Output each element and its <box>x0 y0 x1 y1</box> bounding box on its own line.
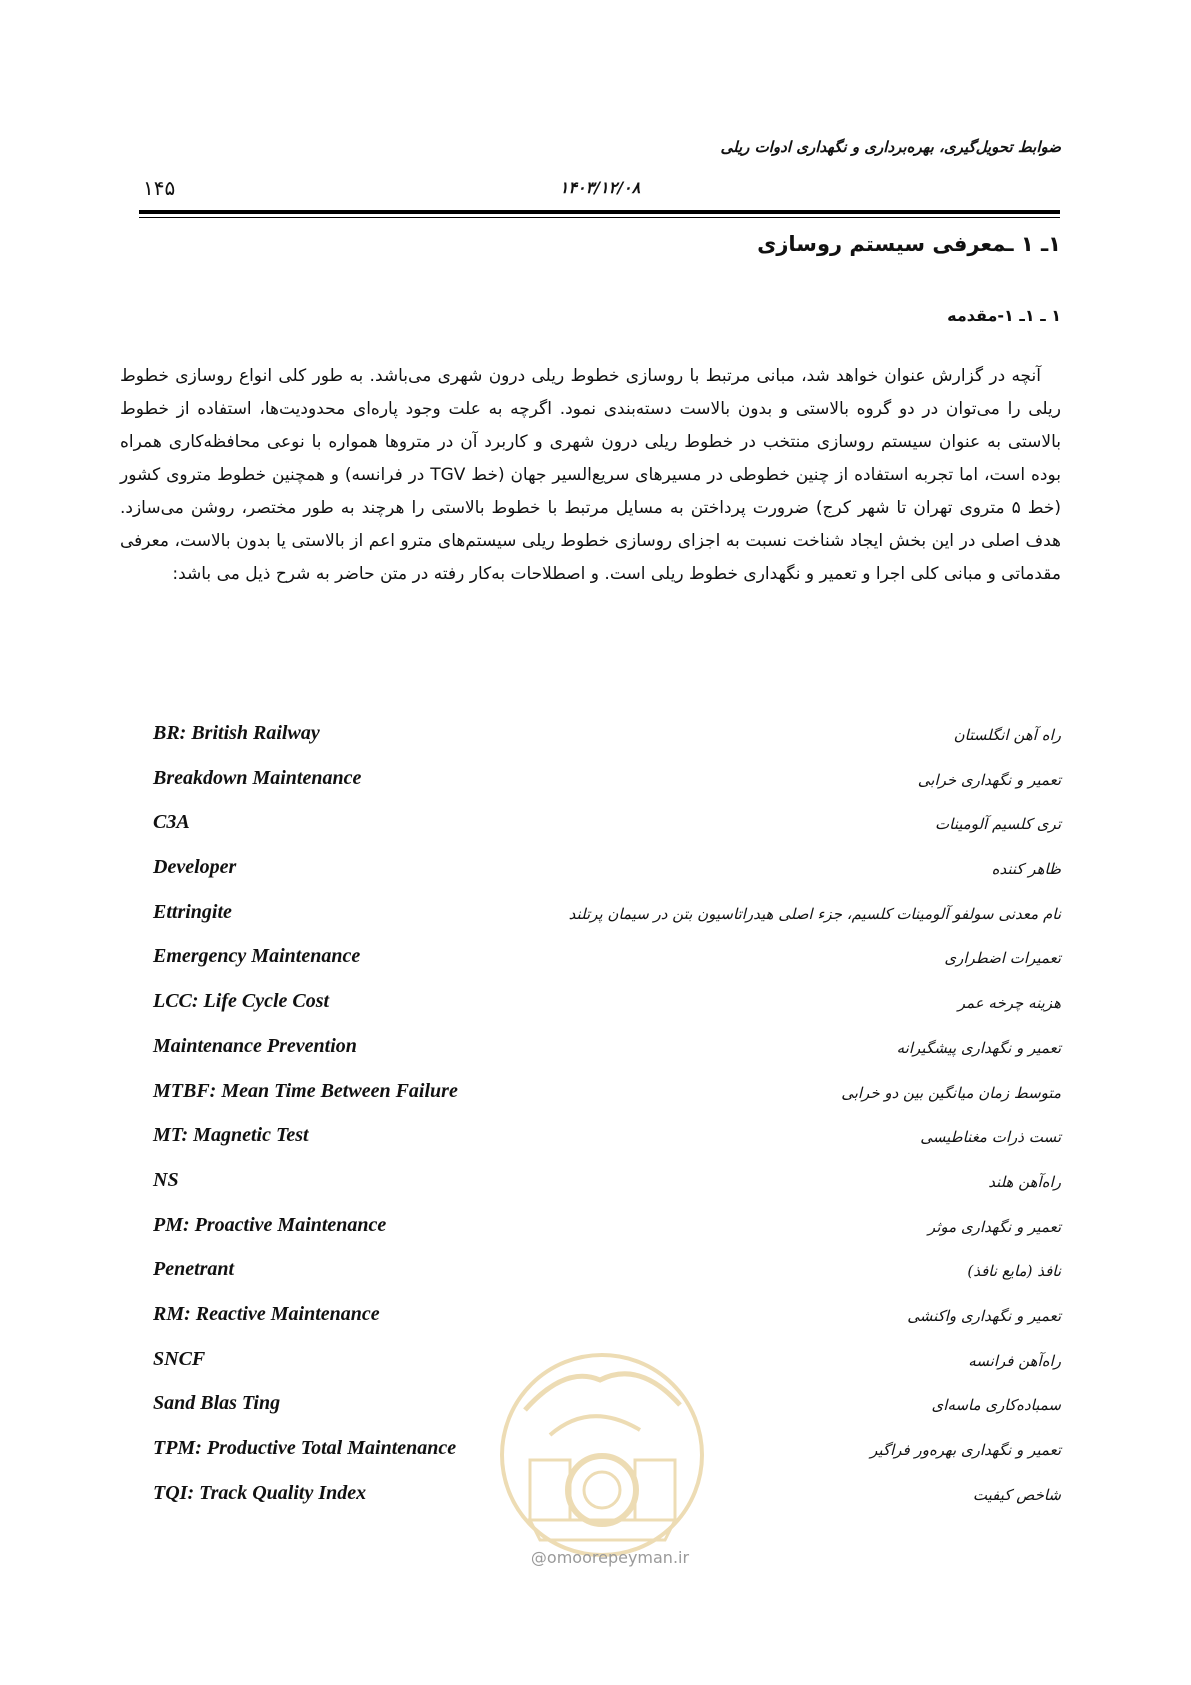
glossary-row <box>0 811 1191 856</box>
glossary-term-fa: تعمیرات اضطراری <box>944 949 1061 968</box>
glossary-term-en: Emergency Maintenance <box>153 945 361 968</box>
glossary-term-en: BR: British Railway <box>153 722 320 744</box>
glossary-row <box>0 1080 1191 1125</box>
glossary-row <box>0 1169 1191 1214</box>
glossary-term-fa: متوسط زمان میانگین بین دو خرابی <box>841 1083 1061 1102</box>
book-title: ضوابط تحویل‌گیری، بهره‌برداری و نگهداری ادوات ریلی <box>720 138 1061 156</box>
header-rule-thin <box>139 217 1060 218</box>
glossary-term-fa: شاخص کیفیت <box>972 1485 1061 1504</box>
section-subtitle: ۱ ـ ۱ـ ۱-مقدمه <box>947 306 1061 325</box>
glossary-row <box>0 767 1191 812</box>
glossary-term-en: Developer <box>153 856 237 879</box>
glossary-term-fa: تعمیر و نگهداری واکنشی <box>907 1306 1061 1325</box>
glossary-term-en: RM: Reactive Maintenance <box>153 1302 380 1325</box>
glossary-row <box>0 1124 1191 1169</box>
glossary-term-fa: هزینه چرخه عمر <box>957 994 1061 1013</box>
section-title: ۱ـ ۱ ـمعرفی سیستم روسازی <box>757 232 1061 256</box>
glossary-row <box>0 722 1191 767</box>
glossary-term-fa: سمباده‌کاری ماسه‌ای <box>931 1396 1061 1415</box>
glossary-term-fa: تعمیر و نگهداری پیشگیرانه <box>896 1038 1061 1057</box>
header-rule-thick <box>139 210 1060 214</box>
watermark-text: @omoorepeyman.ir <box>530 1548 690 1567</box>
glossary-term-en: LCC: Life Cycle Cost <box>153 990 330 1013</box>
glossary-term-fa: تری کلسیم آلومینات <box>935 815 1061 834</box>
glossary-term-en: Maintenance Prevention <box>153 1034 357 1057</box>
glossary-term-en: Ettringite <box>153 900 232 923</box>
glossary-term-en: Penetrant <box>153 1258 235 1281</box>
glossary-term-en: Breakdown Maintenance <box>153 766 362 789</box>
glossary-term-en: MT: Magnetic Test <box>153 1124 309 1147</box>
watermark-seal-icon <box>490 1340 715 1570</box>
glossary-term-en: PM: Proactive Maintenance <box>153 1213 387 1236</box>
glossary-term-fa: راه‌آهن فرانسه <box>968 1351 1061 1370</box>
glossary-term-en: Sand Blas Ting <box>153 1392 281 1415</box>
glossary-term-en: C3A <box>153 811 190 834</box>
glossary-term-fa: راه‌آهن هلند <box>988 1172 1061 1191</box>
glossary-term-en: NS <box>153 1168 179 1191</box>
glossary-row <box>0 1258 1191 1303</box>
glossary-term-fa: تعمیر و نگهداری موثر <box>927 1217 1061 1236</box>
glossary-term-en: SNCF <box>153 1347 206 1370</box>
glossary-row <box>0 1035 1191 1080</box>
intro-paragraph: آنچه در گزارش عنوان خواهد شد، مبانی مرتبط با روسازی خطوط ریلی درون شهری می‌باشد. به طور کلی انواع روسازی خطوط ریلی را می‌توان در دو گروه بالاستی و بدون بالاست دسته‌بندی نمود. اگرچه به علت وجود پاره‌ای محدودیت‌ها، استفاده از خطوط بالاستی به عنوان سیستم روسازی منتخب در خطوط ریلی درون شهری و کاربرد آن در متروها همواره با نوعی محافظه‌کاری همراه بوده است، اما تجربه استفاده از چنین خطوطی در مسیرهای سریع‌السیر جهان (خط TGV در فرانسه) و همچنین خطوط متروی کشور (خط ۵ متروی تهران تا شهر کرج) ضرورت پرداختن به مسایل مرتبط با خطوط بالاستی را هرچند به طور مختصر، روشن می‌سازد. هدف اصلی در این بخش ایجاد شناخت نسبت به اجزای روسازی خطوط ریلی سیستم‌های مترو اعم از بالاستی یا بدون بالاست، معرفی مقدماتی و مبانی کلی اجرا و تعمیر و نگهداری خطوط ریلی است. و اصطلاحات به‌کار رفته در متن حاضر به شرح ذیل می باشد: <box>120 366 1061 584</box>
glossary-row <box>0 990 1191 1035</box>
glossary-term-fa: تست ذرات مغناطیسی <box>920 1128 1061 1147</box>
glossary-row <box>0 901 1191 946</box>
glossary-term-en: MTBF: Mean Time Between Failure <box>153 1079 458 1102</box>
glossary-term-fa: تعمیر و نگهداری بهره‌ور فراگیر <box>870 1441 1061 1459</box>
header-date: ۱۴۰۳/۱۲/۰۸ <box>559 178 641 197</box>
glossary-term-fa: راه آهن انگلستان <box>953 726 1061 744</box>
page-number: ۱۴۵ <box>143 176 176 200</box>
glossary-term-fa: نافذ (مایع نافذ) <box>967 1262 1061 1281</box>
glossary-term-fa: ظاهر کننده <box>991 860 1061 879</box>
glossary-term-fa: نام معدنی سولفو آلومینات کلسیم، جزء اصلی هیدراتاسیون بتن در سیمان پرتلند <box>568 904 1061 923</box>
glossary-term-fa: تعمیر و نگهداری خرابی <box>917 770 1061 789</box>
glossary-term-en: TPM: Productive Total Maintenance <box>153 1437 457 1459</box>
glossary-row <box>0 945 1191 990</box>
glossary-term-en: TQI: Track Quality Index <box>153 1481 367 1504</box>
glossary-row <box>0 1214 1191 1259</box>
glossary-row <box>0 856 1191 901</box>
